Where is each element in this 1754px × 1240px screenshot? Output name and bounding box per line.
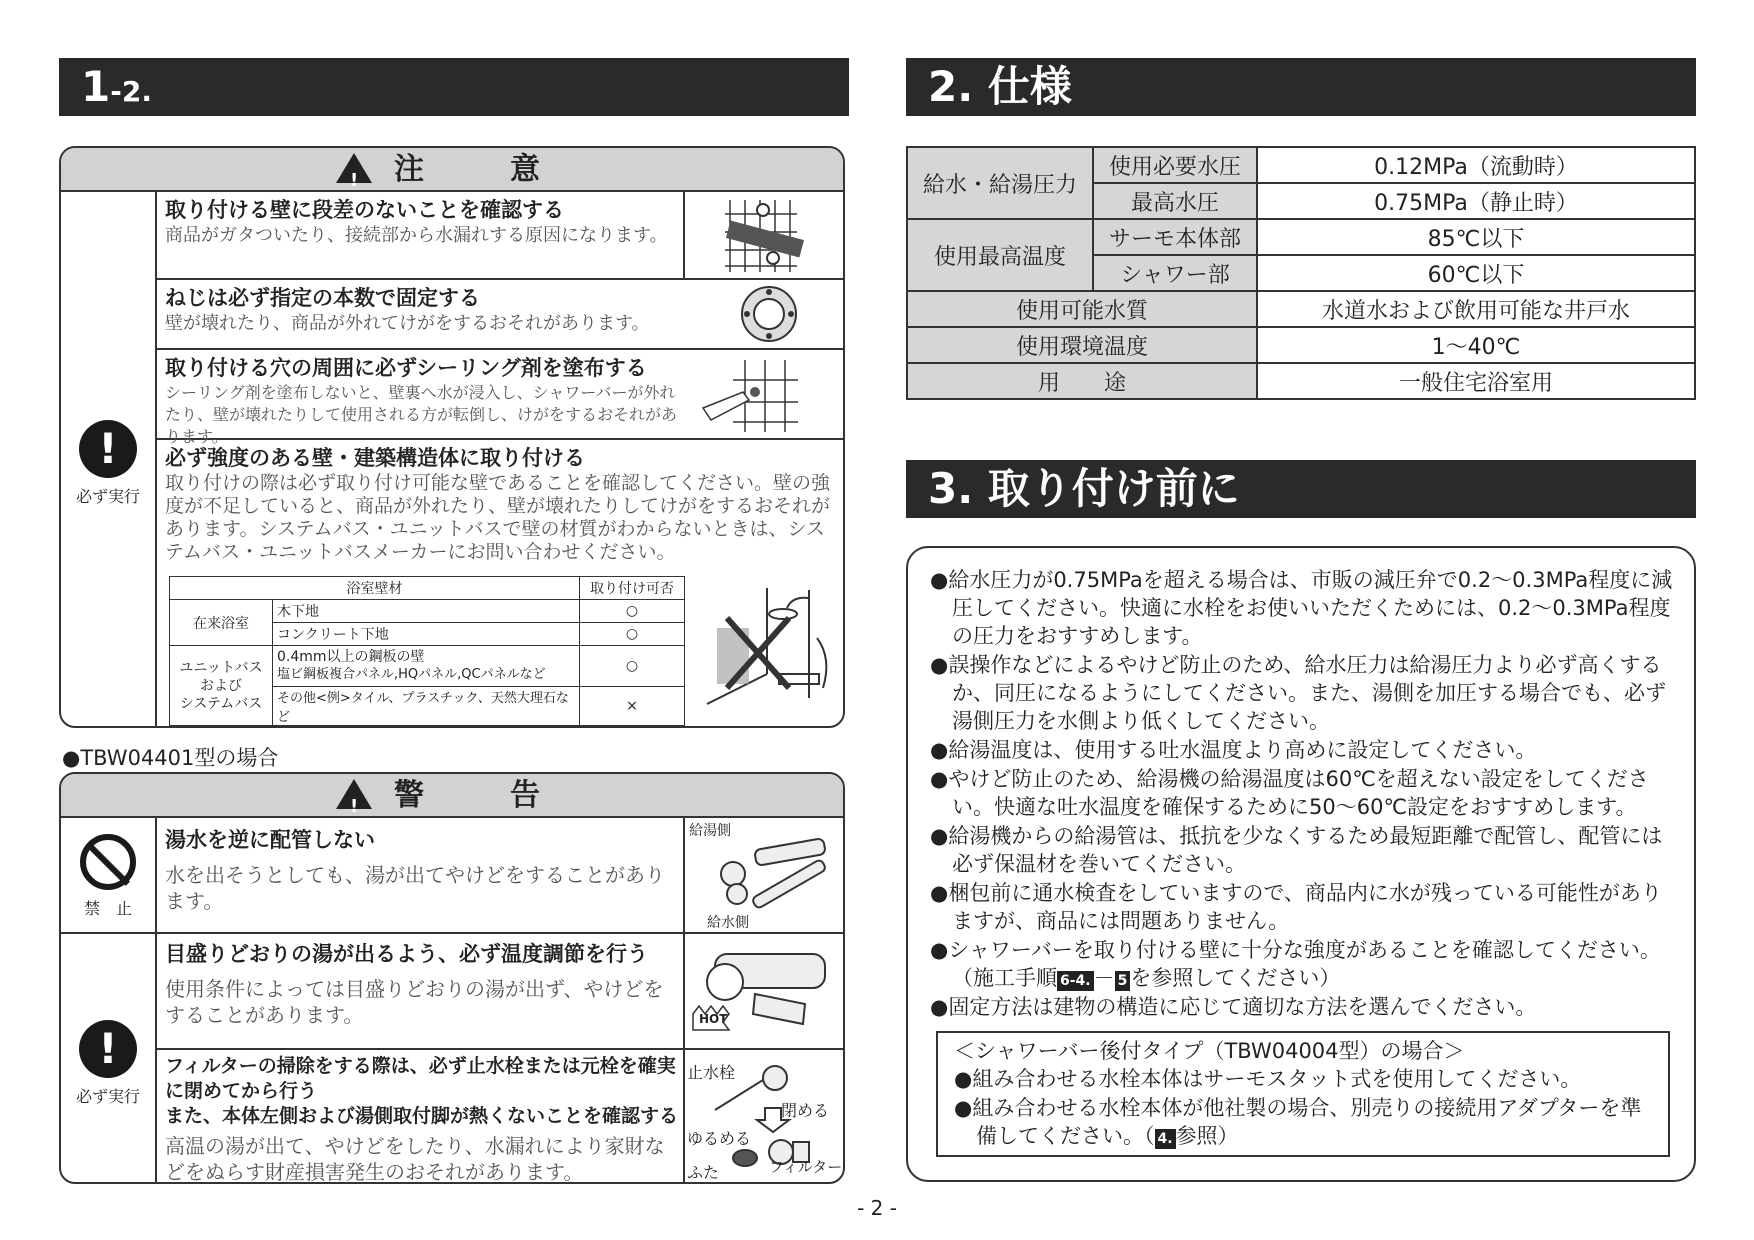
mat-ok: ○: [580, 646, 685, 687]
mat-material-line: 0.4mm以上の鋼板の壁: [277, 649, 425, 665]
spec-item: サーモ本体部: [1093, 219, 1257, 255]
spec-item: 使用可能水質: [907, 291, 1257, 327]
row-desc: 水を出そうとしても、湯が出てやけどをすることがあります。: [165, 863, 665, 913]
mat-material-line: 塩ビ鋼板複合パネル,HQパネル,QCパネルなど: [277, 667, 546, 682]
prohibition-label: 禁 止: [83, 899, 132, 918]
caution-row-1: [157, 192, 843, 280]
before-install-box: [906, 546, 1696, 1182]
row-title: フィルターの掃除をする際は、必ず止水栓または元栓を確実に閉めてから行う: [165, 1055, 676, 1102]
row-title: 取り付ける壁に段差のないことを確認する: [165, 198, 564, 222]
warning-box: [59, 772, 845, 1184]
bullet-item: ●やけど防止のため、給湯機の給湯温度は60℃を超えない設定をしてください。快適な吐水温度を確保するために50～60℃設定をおすすめします。: [930, 767, 1649, 819]
spec-item: 使用必要水圧: [1093, 147, 1257, 183]
warning-triangle-icon: [336, 153, 372, 183]
spec-value: 一般住宅浴室用: [1257, 363, 1695, 399]
pic-label-close: 閉める: [781, 1101, 830, 1120]
spec-group-pressure: 給水・給湯圧力: [907, 147, 1093, 219]
retrofit-note-box: [936, 1031, 1670, 1157]
row-desc: シーリング剤を塗布しないと、壁裏へ水が浸入し、シャワーバーが外れたり、壁が壊れたりして使用される方が転倒し、けがをするおそれがあります。: [165, 383, 678, 446]
before-install-header: 3. 取り付け前に: [906, 460, 1696, 518]
mat-material: 木下地: [273, 600, 580, 623]
bullet-item: ●梱包前に通水検査をしていますので、商品内に水が残っている可能性がありますが、商品には問題ありません。: [930, 881, 1662, 933]
prohibition-icon: [80, 834, 136, 890]
row-desc: 商品がガタついたり、接続部から水漏れする原因になります。: [165, 225, 668, 246]
bullet-text: ●組み合わせる水栓本体が他社製の場合、別売りの接続用アダプターを準備してください。（: [954, 1096, 1642, 1148]
bullet-text: －: [1093, 966, 1115, 990]
spec-value: 0.75MPa（静止時）: [1257, 183, 1695, 219]
step-ref-badge: 5: [1115, 971, 1131, 991]
caution-header: [61, 148, 843, 192]
mat-group-line: システムバス: [179, 695, 263, 712]
spec-item: 最高水圧: [1093, 183, 1257, 219]
retrofit-title: ＜シャワーバー後付タイプ（TBW04004型）の場合＞: [954, 1039, 1465, 1063]
mat-group-line: ユニットバス: [179, 659, 263, 676]
row-title: 必ず強度のある壁・建築構造体に取り付ける: [165, 446, 585, 470]
bullet-item-wall-strength: [930, 936, 1678, 992]
row-title: 目盛りどおりの湯が出るよう、必ず温度調節を行う: [165, 942, 648, 966]
bullet-text: を参照してください）: [1130, 966, 1341, 990]
warning-triangle-icon: [336, 779, 372, 809]
temperature-dial-illustration: [683, 934, 843, 1048]
spec-value: 水道水および飲用可能な井戸水: [1257, 291, 1695, 327]
retrofit-line: ●組み合わせる水栓本体はサーモスタット式を使用してください。: [954, 1067, 1582, 1091]
bullet-item: ●給湯温度は、使用する吐水温度より高めに設定してください。: [930, 738, 1537, 762]
pic-label-filter: フィルター: [769, 1158, 843, 1176]
mandatory-icon: !: [79, 1020, 137, 1078]
filter-cleaning-illustration: [683, 1050, 843, 1182]
retrofit-line-adapter: [954, 1094, 1658, 1150]
mat-material: コンクリート下地: [273, 623, 580, 646]
bullet-text: ●シャワーバーを取り付ける壁に十分な強度があることを確認してください。（施工手順: [930, 938, 1661, 990]
spec-value: 0.12MPa（流動時）: [1257, 147, 1695, 183]
mat-header-ok: 取り付け可否: [580, 577, 685, 600]
pic-label-cold-side: 給水側: [707, 915, 749, 931]
mat-group-line: および: [200, 677, 242, 694]
spec-value: 60℃以下: [1257, 255, 1695, 291]
header-sub: -2.: [110, 75, 152, 108]
row-desc: 壁が壊れたり、商品が外れてけがをするおそれがあります。: [165, 313, 650, 334]
warning-row-3: [157, 1050, 843, 1182]
row-desc: 取り付けの際は必ず取り付け可能な壁であることを確認してください。壁の強度が不足していると、商品が外れたり、壁が壊れたりしてけがをするおそれがあります。システムバス・ユニットバスで壁の材質がわからないときは、システムバス・ユニットバスメーカーにお問い合わせください。: [165, 472, 831, 563]
pic-label-hot-side: 給湯側: [689, 823, 731, 839]
mat-group-unitbath: [170, 646, 273, 726]
wall-step-illustration: [683, 192, 843, 278]
model-note: ●TBW04401型の場合: [62, 746, 279, 770]
row-title: 取り付ける穴の周囲に必ずシーリング剤を塗布する: [165, 356, 647, 380]
row-title-2: また、本体左側および湯側取付脚が熱くないことを確認する: [165, 1105, 679, 1127]
section-1-2-header: [59, 58, 849, 116]
spec-item: シャワー部: [1093, 255, 1257, 291]
caution-title: 注 意: [394, 152, 568, 187]
spec-group-temperature: 使用最高温度: [907, 219, 1093, 291]
mandatory-label: 必ず実行: [75, 1087, 140, 1106]
must-side: [61, 934, 157, 1182]
caution-row-2: [157, 280, 843, 350]
pic-label-lid: ふた: [687, 1163, 720, 1182]
pic-label-hot: HOT: [699, 1012, 728, 1026]
caution-box: [59, 146, 845, 728]
sealing-illustration: [683, 350, 843, 438]
mat-material: [273, 646, 580, 687]
row-desc: 使用条件によっては目盛りどおりの湯が出ず、やけどをすることがあります。: [165, 977, 664, 1027]
caution-side: [61, 192, 157, 726]
step-ref-badge: 4.: [1155, 1129, 1176, 1149]
warning-title: 警 告: [394, 778, 568, 813]
pic-label-loosen: ゆるめる: [687, 1129, 752, 1148]
caution-row-3: [157, 350, 843, 446]
spec-item: 用 途: [907, 363, 1257, 399]
mandatory-icon: !: [79, 420, 137, 478]
row-desc: 高温の湯が出て、やけどをしたり、水漏れにより家財などをぬらす財産損害発生のおそれがあります。: [165, 1134, 665, 1184]
spec-header: 2. 仕様: [906, 58, 1696, 116]
spec-item: 使用環境温度: [907, 327, 1257, 363]
row-title: ねじは必ず指定の本数で固定する: [165, 286, 480, 310]
pic-label-stop-valve: 止水栓: [687, 1063, 736, 1082]
bullet-item: ●給水圧力が0.75MPaを超える場合は、市販の減圧弁で0.2～0.3MPa程度に減圧してください。快適に水栓をお使いいただくためには、0.2～0.3MPa程度の圧力をおすすめします。: [930, 568, 1673, 648]
bullet-item: ●固定方法は建物の構造に応じて適切な方法を選んでください。: [930, 995, 1537, 1019]
mat-header-material: 浴室壁材: [170, 577, 580, 600]
piping-illustration: [683, 818, 843, 932]
shower-bar-wall-illustration: [697, 578, 843, 722]
spec-value: 85℃以下: [1257, 219, 1695, 255]
prohibit-side: [61, 818, 157, 934]
bullet-item: ●誤操作などによるやけど防止のため、給水圧力は給湯圧力より必ず高くするか、同圧になるようにしてください。また、湯側を加圧する場合でも、必ず湯側圧力を水側より低くしてください。: [930, 653, 1666, 733]
wall-material-table: [169, 576, 685, 726]
screw-flange-illustration: [683, 280, 843, 348]
step-ref-badge: 6-4.: [1057, 971, 1094, 991]
bullet-item: ●給湯機からの給湯管は、抵抗を少なくするため最短距離で配管し、配管には必ず保温材を巻いてください。: [930, 824, 1663, 876]
page-number: - 2 -: [857, 1196, 897, 1220]
bullet-text: 参照）: [1175, 1124, 1239, 1148]
warning-row-1: [157, 818, 843, 934]
mat-ok: ○: [580, 600, 685, 623]
row-title: 湯水を逆に配管しない: [165, 828, 375, 852]
mandatory-label: 必ず実行: [75, 487, 140, 506]
mat-ok: ○: [580, 623, 685, 646]
mat-group-conventional: 在来浴室: [170, 600, 273, 646]
mat-material: その他<例>タイル、プラスチック、天然大理石など: [273, 687, 580, 726]
spec-table: [906, 146, 1696, 400]
warning-row-2: [157, 934, 843, 1050]
header-number: 1: [81, 62, 111, 111]
caution-row-4: [157, 440, 843, 726]
warning-header: [61, 774, 843, 818]
spec-value: 1～40℃: [1257, 327, 1695, 363]
mat-ok: ×: [580, 687, 685, 726]
